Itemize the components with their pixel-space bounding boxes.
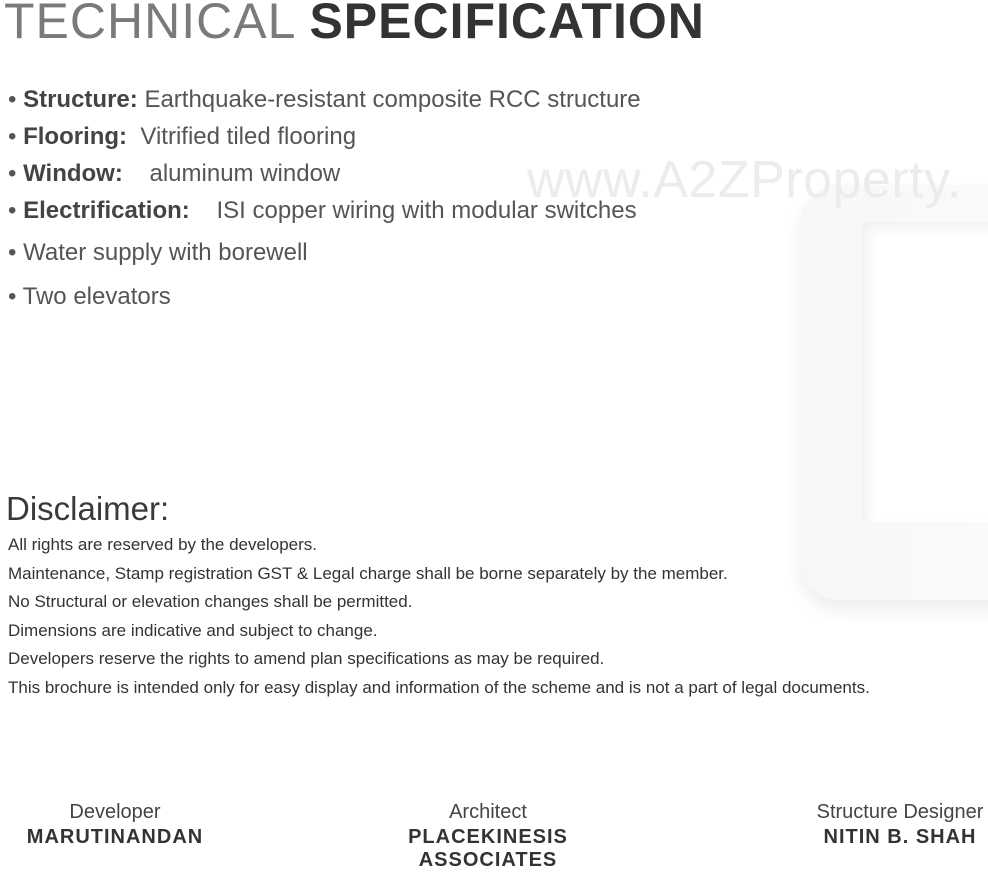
spec-label: Window: [23, 160, 123, 187]
spec-label: Flooring: [23, 123, 128, 150]
disclaimer-line: No Structural or elevation changes shall be permitted. [8, 592, 413, 611]
title-light: TECHNICAL [4, 0, 295, 49]
spec-value: Two elevators [22, 283, 171, 310]
spec-value: Water supply with borewell [23, 239, 308, 266]
watermark: www.A2ZProperty. [527, 151, 962, 209]
credit-architect [338, 801, 638, 872]
disclaimer-title: Disclaimer: [6, 490, 170, 527]
spec-item-electrification: • Electrification: ISI copper wiring with modular switches [8, 197, 637, 224]
watermark-frame-inner [862, 222, 988, 522]
disclaimer-line: Developers reserve the rights to amend plan specifications as may be required. [8, 649, 605, 668]
spec-item-flooring: • Flooring: Vitrified tiled flooring [8, 123, 357, 150]
credit-role: Structure Designer [816, 801, 984, 823]
spec-value: aluminum window [149, 160, 341, 187]
page-title [4, 0, 705, 50]
spec-value: ISI copper wiring with modular switches [216, 197, 637, 224]
spec-item-window: • Window: aluminum window [8, 160, 341, 187]
credit-name: NITIN B. SHAH [823, 826, 977, 848]
credit-role: Architect [449, 801, 527, 823]
credit-developer [20, 801, 210, 849]
title-dark: SPECIFICATION [309, 0, 705, 49]
spec-value: Vitrified tiled flooring [140, 123, 357, 150]
credit-structure-designer [812, 801, 988, 849]
disclaimer-line: Maintenance, Stamp registration GST & Legal charge shall be borne separately by the member. [8, 564, 728, 583]
spec-label: Structure: [23, 86, 138, 113]
credit-name: MARUTINANDAN [26, 826, 204, 848]
spec-label: Electrification: [23, 197, 190, 224]
spec-value: Earthquake-resistant composite RCC structure [144, 86, 641, 113]
spec-item-water-supply: • Water supply with borewell [8, 239, 308, 266]
disclaimer-line: This brochure is intended only for easy display and information of the scheme and is not a part of legal documents. [8, 678, 870, 697]
credit-name: PLACEKINESIS ASSOCIATES [408, 826, 568, 871]
disclaimer-line: Dimensions are indicative and subject to change. [8, 621, 378, 640]
spec-item-elevators: • Two elevators [8, 283, 171, 310]
credit-role: Developer [69, 801, 161, 823]
disclaimer-line: All rights are reserved by the developers. [8, 535, 317, 554]
spec-item-structure: • Structure: Earthquake-resistant composite RCC structure [8, 86, 641, 113]
